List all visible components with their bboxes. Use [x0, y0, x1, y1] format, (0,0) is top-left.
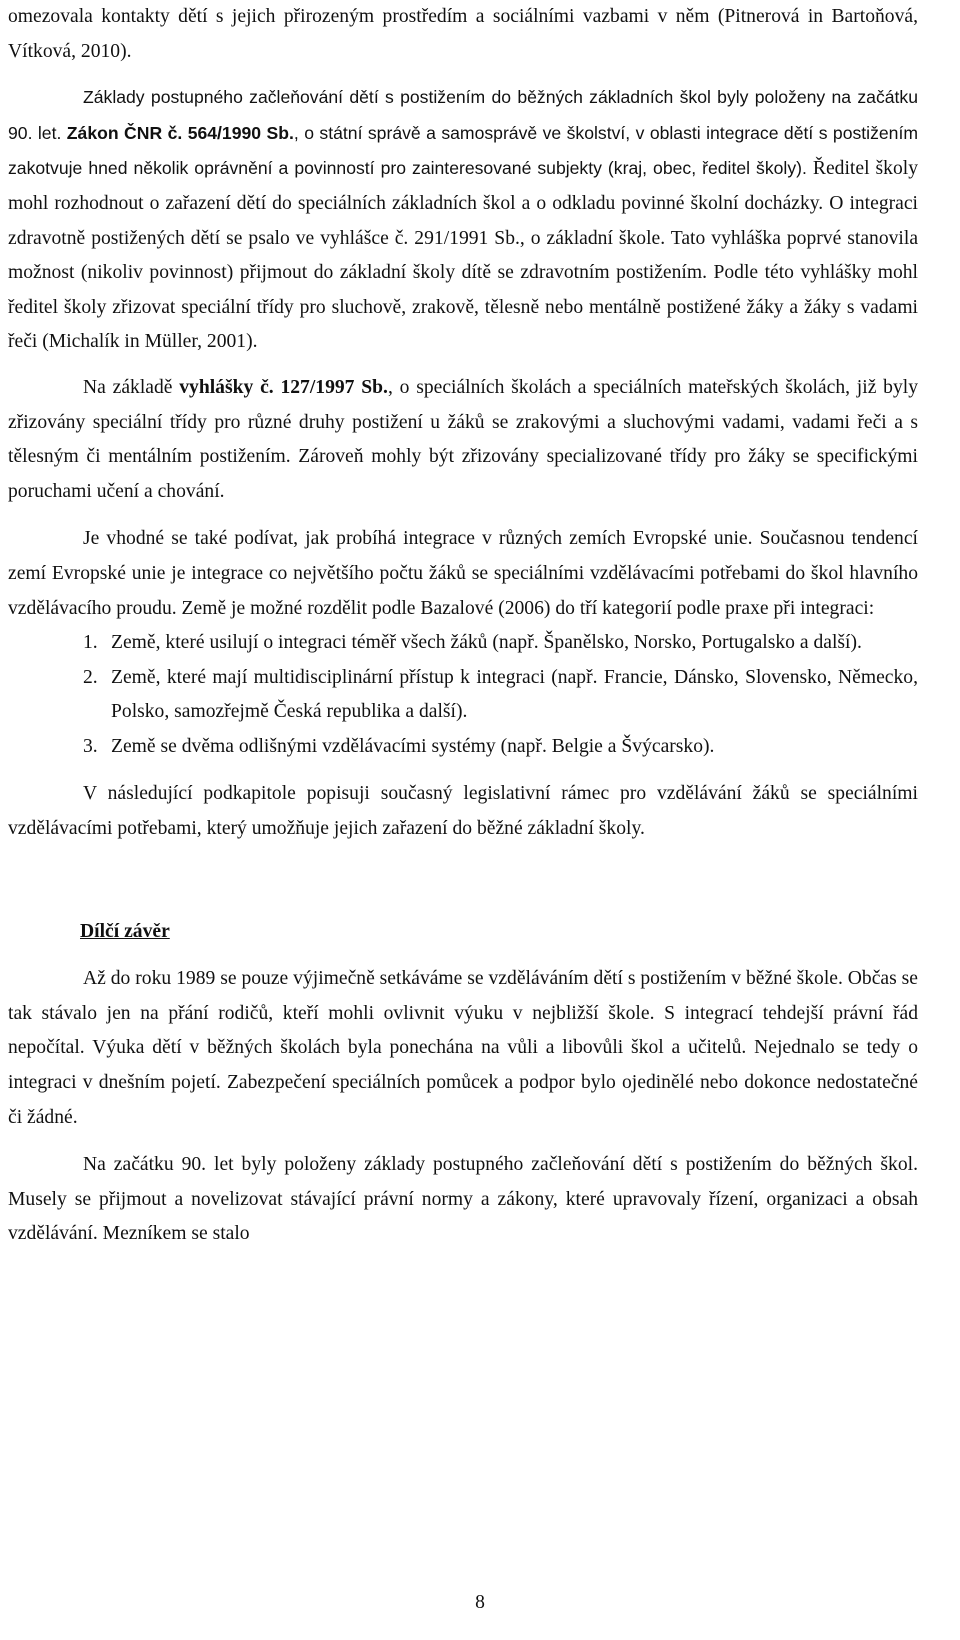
list-item: 3. Země se dvěma odlišnými vzdělávacími systémy (např. Belgie a Švýcarsko). [83, 735, 715, 757]
paragraph-next-chapter: V následující podkapitole popisuji současný legislativní rámec pro vzdělávání žáků se speciálními vzdělávacími potřebami, který umožňuje jejich zařazení do běžné základní školy. [8, 783, 918, 840]
list-item: 2. Země, které mají multidisciplinární přístup k integraci (např. Francie, Dánsko, Slovensko, Německo, Polsko, samozřejmě Česká republika a další). [83, 666, 918, 723]
section-heading: Dílčí závěr [80, 920, 170, 942]
paragraph-eu-integration: Je vhodné se také podívat, jak probíhá integrace v různých zemích Evropské unie. Současnou tendencí zemí Evropské unie je integrace co největšího počtu žáků se speciálními vzdělávacími potřebami do škol hlavního vzdělávacího proudu. Země je možné rozdělit podle Bazalové (2006) do tří kategorií podle praxe při integraci: [8, 528, 918, 619]
law-reference: Zákon ČNR č. 564/1990 Sb. [66, 122, 294, 143]
paragraph-summary-1: Až do roku 1989 se pouze výjimečně setkáváme se vzděláváním dětí s postižením v běžné škole. Občas se tak stávalo jen na přání rodičů, kteří mohli ovlivnit výuku v nejbližší škole. S integrací tehdejší právní řád nepočítal. Výuka dětí v běžných školách byla ponechána na vůli a libovůli škol a učitelů. Nejednalo se tedy o integraci v dnešním pojetí. Zabezpečení speciálních pomůcek a podpor bylo ojedinělé nebo dokonce nedostatečné či žádné. [8, 968, 918, 1128]
decree-reference: vyhlášky č. 127/1997 Sb. [179, 376, 388, 398]
list-item: 1. Země, které usilují o integraci téměř všech žáků (např. Španělsko, Norsko, Portugalsko a další). [83, 632, 862, 654]
document-page [8, 0, 918, 1252]
country-category-list [8, 626, 918, 764]
paragraph-intro: omezovala kontakty dětí s jejich přirozeným prostředím a sociálními vazbami v něm (Pitnerová in Bartoňová, Vítková, 2010). [8, 6, 918, 62]
paragraph-decree-1997: Na základě vyhlášky č. 127/1997 Sb., o speciálních školách a speciálních mateřských školách, již byly zřizovány speciální třídy pro různé druhy postižení u žáků se zrakovými a sluchovými vadami, vadami řeči a s tělesným či mentálním postižením. Zároveň mohly být zřizovány specializované třídy pro žáky se specifickými poruchami učení a chování. [8, 376, 919, 502]
page-number: 8 [475, 1592, 485, 1613]
paragraph-summary-2: Na začátku 90. let byly položeny základy postupného začleňování dětí s postižením do běžných škol. Musely se přijmout a novelizovat stávající právní normy a zákony, které upravovaly řízení, organizaci a obsah vzdělávání. Mezníkem se stalo [8, 1154, 918, 1245]
paragraph-law-1990: Základy postupného začleňování dětí s postižením do běžných základních škol byly položeny na začátku 90. let. Zákon ČNR č. 564/1990 Sb., o státní správě a samosprávě ve školství, v oblasti integrace dětí s postižením zakotvuje hned několik oprávnění a povinností pro zainteresované subjekty (kraj, obec, ředitel školy). Ředitel školy mohl rozhodnout o zařazení dětí do speciálních základních škol a o odkladu povinné školní docházky. O integraci zdravotně postižených dětí se psalo ve vyhlášce č. 291/1991 Sb., o základní škole. Tato vyhláška poprvé stanovila možnost (nikoliv povinnost) přijmout do základní školy dítě se zdravotním postižením. Podle této vyhlášky mohl ředitel školy zřizovat speciální třídy pro sluchově, zrakově, tělesně nebo mentálně postižené žáky a žáky s vadami řeči (Michalík in Müller, 2001). [8, 87, 919, 353]
